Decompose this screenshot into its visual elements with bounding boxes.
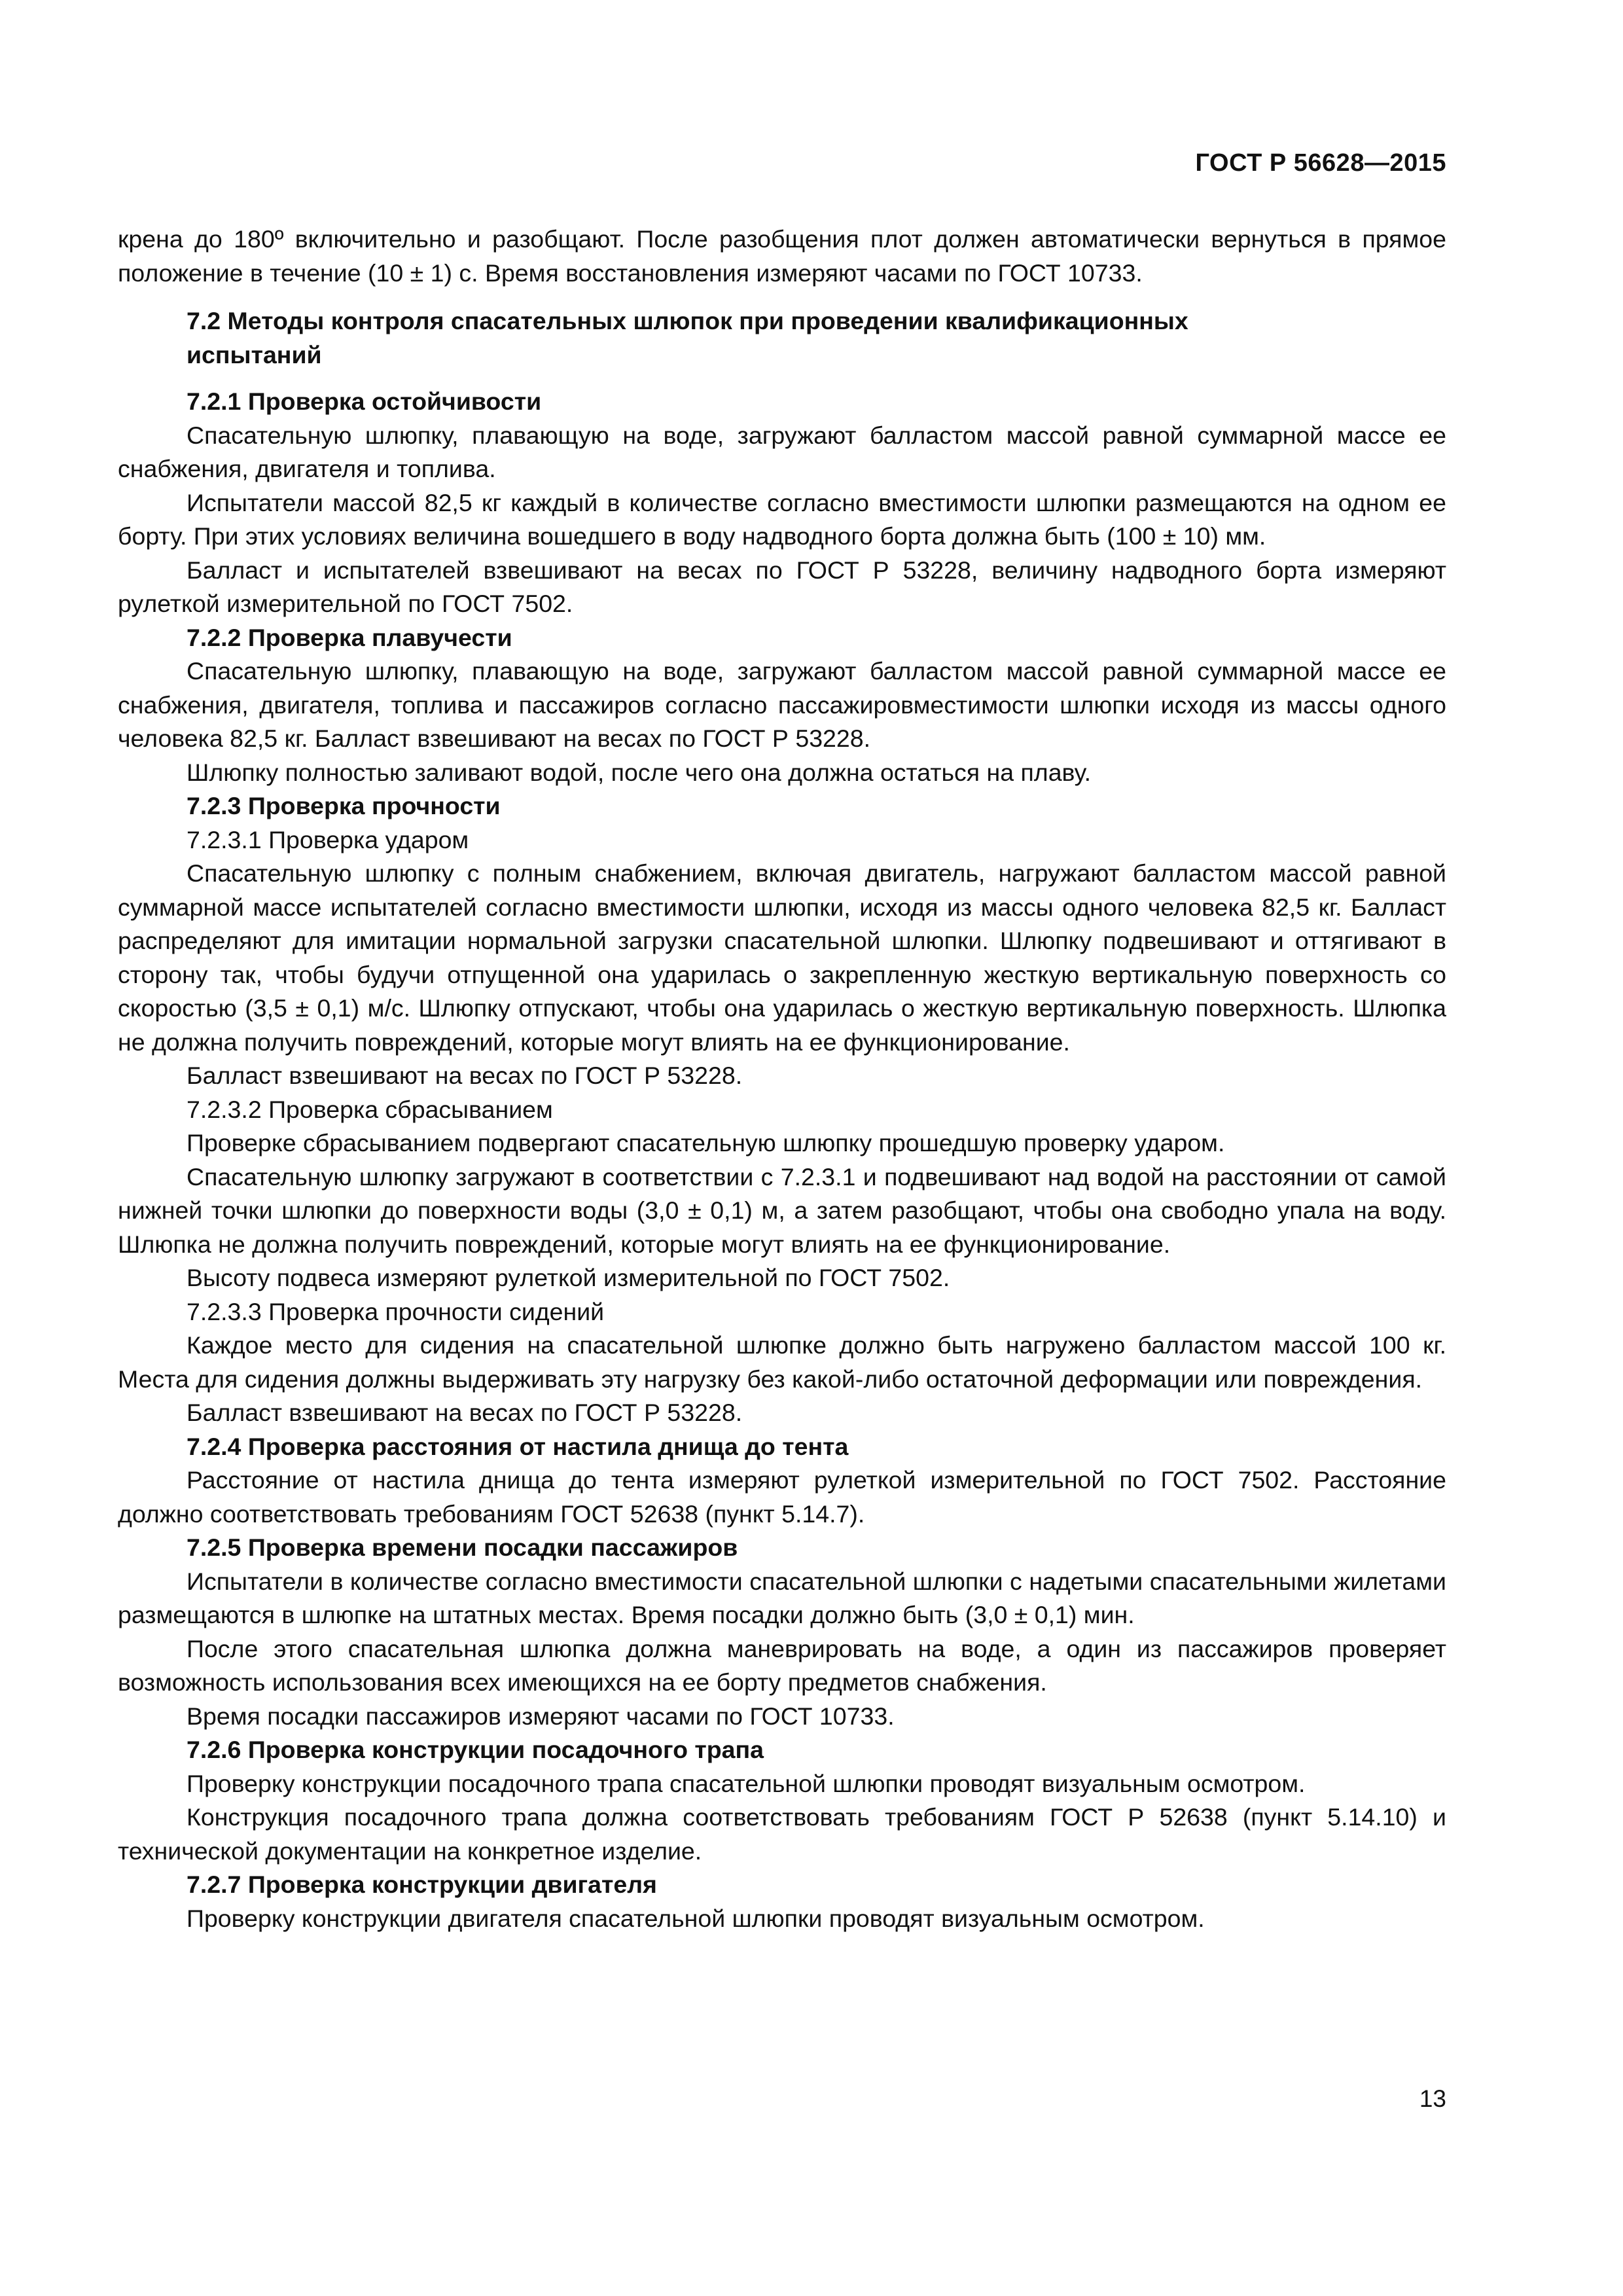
paragraph: крена до 180º включительно и разобщают. После разобщения плот должен автоматически вернуться в прямое положение в течение (10 ± 1) с. Время восстановления измеряют часами по ГОСТ 10733. — [118, 225, 1446, 287]
document-header-title: ГОСТ Р 56628—2015 — [1195, 149, 1446, 177]
paragraph: Проверку конструкции посадочного трапа спасательной шлюпки проводят визуальным осмотром. — [187, 1769, 1306, 1797]
paragraph: Высоту подвеса измеряют рулеткой измерительной по ГОСТ 7502. — [187, 1264, 950, 1291]
paragraph: Шлюпку полностью заливают водой, после чего она должна остаться на плаву. — [187, 758, 1092, 786]
paragraph: Спасательную шлюпку загружают в соответствии с 7.2.3.1 и подвешивают над водой на расстоянии от самой нижней точки шлюпки до поверхности воды (3,0 ± 0,1) м, а затем разобщают, чтобы она свободно упала на воду. Шлюпка не должна получить повреждений, которые могут влиять на ее функционирование. — [118, 1162, 1446, 1258]
page-number: 13 — [1419, 2085, 1446, 2112]
document-page — [118, 0, 1446, 2296]
subsection-heading-7-2-3: 7.2.3 Проверка прочности — [187, 792, 501, 819]
section-heading-7-2: 7.2 Методы контроля спасательных шлюпок при проведении квалификационных испытаний — [187, 307, 1188, 368]
paragraph: Балласт взвешивают на весах по ГОСТ Р 53228. — [187, 1399, 743, 1426]
subsection-heading-7-2-5: 7.2.5 Проверка времени посадки пассажиров — [187, 1534, 738, 1561]
subsection-heading-7-2-6: 7.2.6 Проверка конструкции посадочного трапа — [187, 1736, 764, 1763]
paragraph: Проверке сбрасыванием подвергают спасательную шлюпку прошедшую проверку ударом. — [187, 1129, 1225, 1157]
paragraph: Спасательную шлюпку, плавающую на воде, загружают балластом массой равной суммарной массе ее снабжения, двигателя, топлива и пассажиров согласно пассажировместимости шлюпки исходя из массы одного человека 82,5 кг. Балласт взвешивают на весах по ГОСТ Р 53228. — [118, 657, 1446, 752]
document-body — [118, 223, 1446, 1935]
subsection-heading-7-2-4: 7.2.4 Проверка расстояния от настила днища до тента — [187, 1432, 849, 1460]
paragraph: Каждое место для сидения на спасательной шлюпке должно быть нагружено балластом массой 100 кг. Места для сидения должны выдерживать эту нагрузку без какой-либо остаточной деформации или повреждения. — [118, 1331, 1446, 1393]
paragraph: Балласт взвешивают на весах по ГОСТ Р 53228. — [187, 1062, 743, 1089]
paragraph: Проверку конструкции двигателя спасательной шлюпки проводят визуальным осмотром. — [187, 1904, 1205, 1932]
subsection-heading-7-2-2: 7.2.2 Проверка плавучести — [187, 623, 512, 651]
paragraph: Балласт и испытателей взвешивают на весах по ГОСТ Р 53228, величину надводного борта измеряют рулеткой измерительной по ГОСТ 7502. — [118, 556, 1446, 617]
paragraph: Время посадки пассажиров измеряют часами по ГОСТ 10733. — [187, 1702, 895, 1730]
paragraph: После этого спасательная шлюпка должна маневрировать на воде, а один из пассажиров проверяет возможность использования всех имеющихся на ее борту предметов снабжения. — [118, 1634, 1446, 1696]
paragraph: Испытатели массой 82,5 кг каждый в количестве согласно вместимости шлюпки размещаются на одном ее борту. При этих условиях величина вошедшего в воду надводного борта должна быть (100 ± 10) мм. — [118, 488, 1446, 550]
paragraph: Спасательную шлюпку с полным снабжением, включая двигатель, нагружают балластом массой равной суммарной массе испытателей согласно вместимости шлюпки, исходя из массы одного человека 82,5 кг. Балласт распределяют для имитации нормальной загрузки спасательной шлюпки. Шлюпку подвешивают и оттягивают в сторону так, чтобы будучи отпущенной она ударилась о закрепленную жесткую вертикальную поверхность со скоростью (3,5 ± 0,1) м/с. Шлюпку отпускают, чтобы она ударилась о жесткую вертикальную поверхность. Шлюпка не должна получить повреждений, которые могут влиять на ее функционирование. — [118, 859, 1446, 1056]
paragraph: Спасательную шлюпку, плавающую на воде, загружают балластом массой равной суммарной массе ее снабжения, двигателя и топлива. — [118, 421, 1446, 482]
subsection-heading-7-2-7: 7.2.7 Проверка конструкции двигателя — [187, 1871, 657, 1898]
clause-heading-7-2-3-3: 7.2.3.3 Проверка прочности сидений — [187, 1297, 605, 1325]
subsection-heading-7-2-1: 7.2.1 Проверка остойчивости — [187, 387, 542, 415]
paragraph: Конструкция посадочного трапа должна соответствовать требованиям ГОСТ Р 52638 (пункт 5.14.10) и технической документации на конкретное изделие. — [118, 1803, 1446, 1865]
paragraph: Расстояние от настила днища до тента измеряют рулеткой измерительной по ГОСТ 7502. Расстояние должно соответствовать требованиям ГОСТ 52638 (пункт 5.14.7). — [118, 1466, 1446, 1528]
clause-heading-7-2-3-2: 7.2.3.2 Проверка сбрасыванием — [187, 1095, 553, 1123]
clause-heading-7-2-3-1: 7.2.3.1 Проверка ударом — [187, 825, 469, 853]
paragraph: Испытатели в количестве согласно вместимости спасательной шлюпки с надетыми спасательными жилетами размещаются в шлюпке на штатных местах. Время посадки должно быть (3,0 ± 0,1) мин. — [118, 1567, 1446, 1628]
